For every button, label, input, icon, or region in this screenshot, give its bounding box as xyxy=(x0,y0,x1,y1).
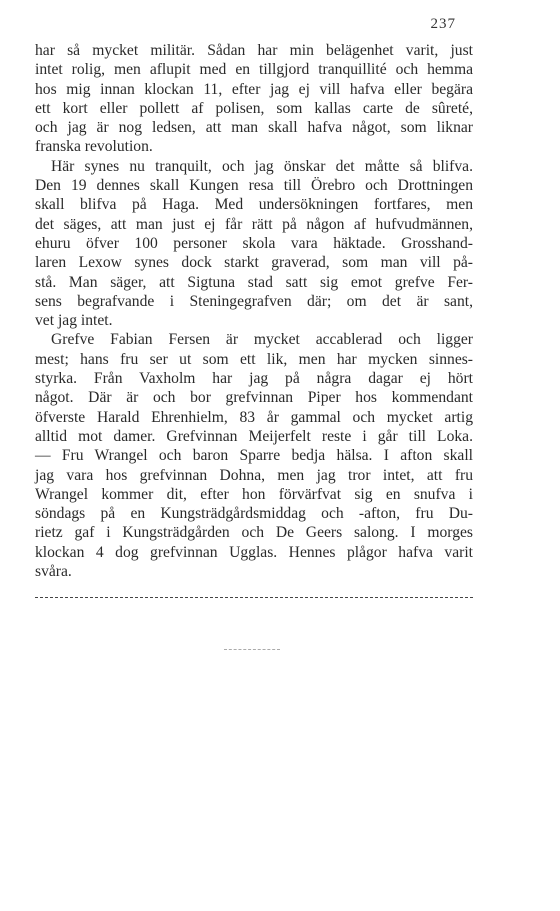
text-line: och jag är nog ledsen, att man skall hafva något, som liknar xyxy=(35,119,473,137)
text-line: ett kort eller pollett af polisen, som kallas carte de sûreté, xyxy=(35,99,473,117)
text-line: intet rolig, men aflupit med en tillgjord tranquillité och hemma xyxy=(35,61,473,79)
body-text xyxy=(35,41,473,581)
text-line: vet jag intet. xyxy=(35,312,113,330)
text-line: laren Lexow synes dock starkt graverad, som man vill på- xyxy=(35,254,473,272)
ornament-divider xyxy=(224,649,280,650)
text-line: Grefve Fabian Fersen är mycket accablerad och ligger xyxy=(51,331,473,349)
text-line: skall blifva på Haga. Med undersökningen fortfares, men xyxy=(35,196,473,214)
text-line: något. Där är och bor grefvinnan Piper hos kommendant xyxy=(35,389,473,407)
text-line: öfverste Harald Ehrenhielm, 83 år gammal och mycket artig xyxy=(35,408,473,426)
text-line: Här synes nu tranquilt, och jag önskar det måtte så blifva. xyxy=(51,157,473,175)
text-line: stå. Man säger, att Sigtuna stad satt sig emot grefve Fer- xyxy=(35,273,473,291)
text-line: har så mycket militär. Sådan har min belägenhet varit, just xyxy=(35,42,473,59)
text-line: ehuru öfver 100 personer skola vara häktade. Grosshand- xyxy=(35,234,473,252)
text-line: franska revolution. xyxy=(35,138,153,156)
text-line: söndags på en Kungsträdgårdsmiddag och -afton, fru Du- xyxy=(35,505,473,523)
text-line: alltid mot damer. Grefvinnan Meijerfelt reste i går till Loka. xyxy=(35,427,473,445)
text-line: jag vara hos grefvinnan Dohna, men jag tror intet, att fru xyxy=(35,466,473,484)
text-line: — Fru Wrangel och baron Sparre bedja hälsa. I afton skall xyxy=(35,447,473,465)
text-line: klockan 4 dog grefvinnan Ugglas. Hennes plågor hafva varit xyxy=(35,543,473,561)
text-line: Wrangel kommer dit, efter hon förvärfvat sig en snufva i xyxy=(35,485,473,503)
text-line: svåra. xyxy=(35,563,72,581)
text-line: styrka. Från Vaxholm har jag på några dagar ej hört xyxy=(35,370,473,388)
text-line: sens begrafvande i Steningegrafven där; om det är sant, xyxy=(35,292,473,310)
text-line: mest; hans fru ser ut som ett lik, men har mycken sinnes- xyxy=(35,350,473,368)
text-line: hos mig innan klockan 11, efter jag ej vill hafva eller begära xyxy=(35,80,473,98)
text-line: rietz gaf i Kungsträdgården och De Geers salong. I morges xyxy=(35,524,473,542)
text-line: Den 19 dennes skall Kungen resa till Örebro och Drottningen xyxy=(35,177,473,195)
page-number: 237 xyxy=(430,16,456,32)
text-line: det säges, att man just ej får rätt på någon af hufvudmännen, xyxy=(35,215,473,233)
section-divider xyxy=(35,597,473,598)
